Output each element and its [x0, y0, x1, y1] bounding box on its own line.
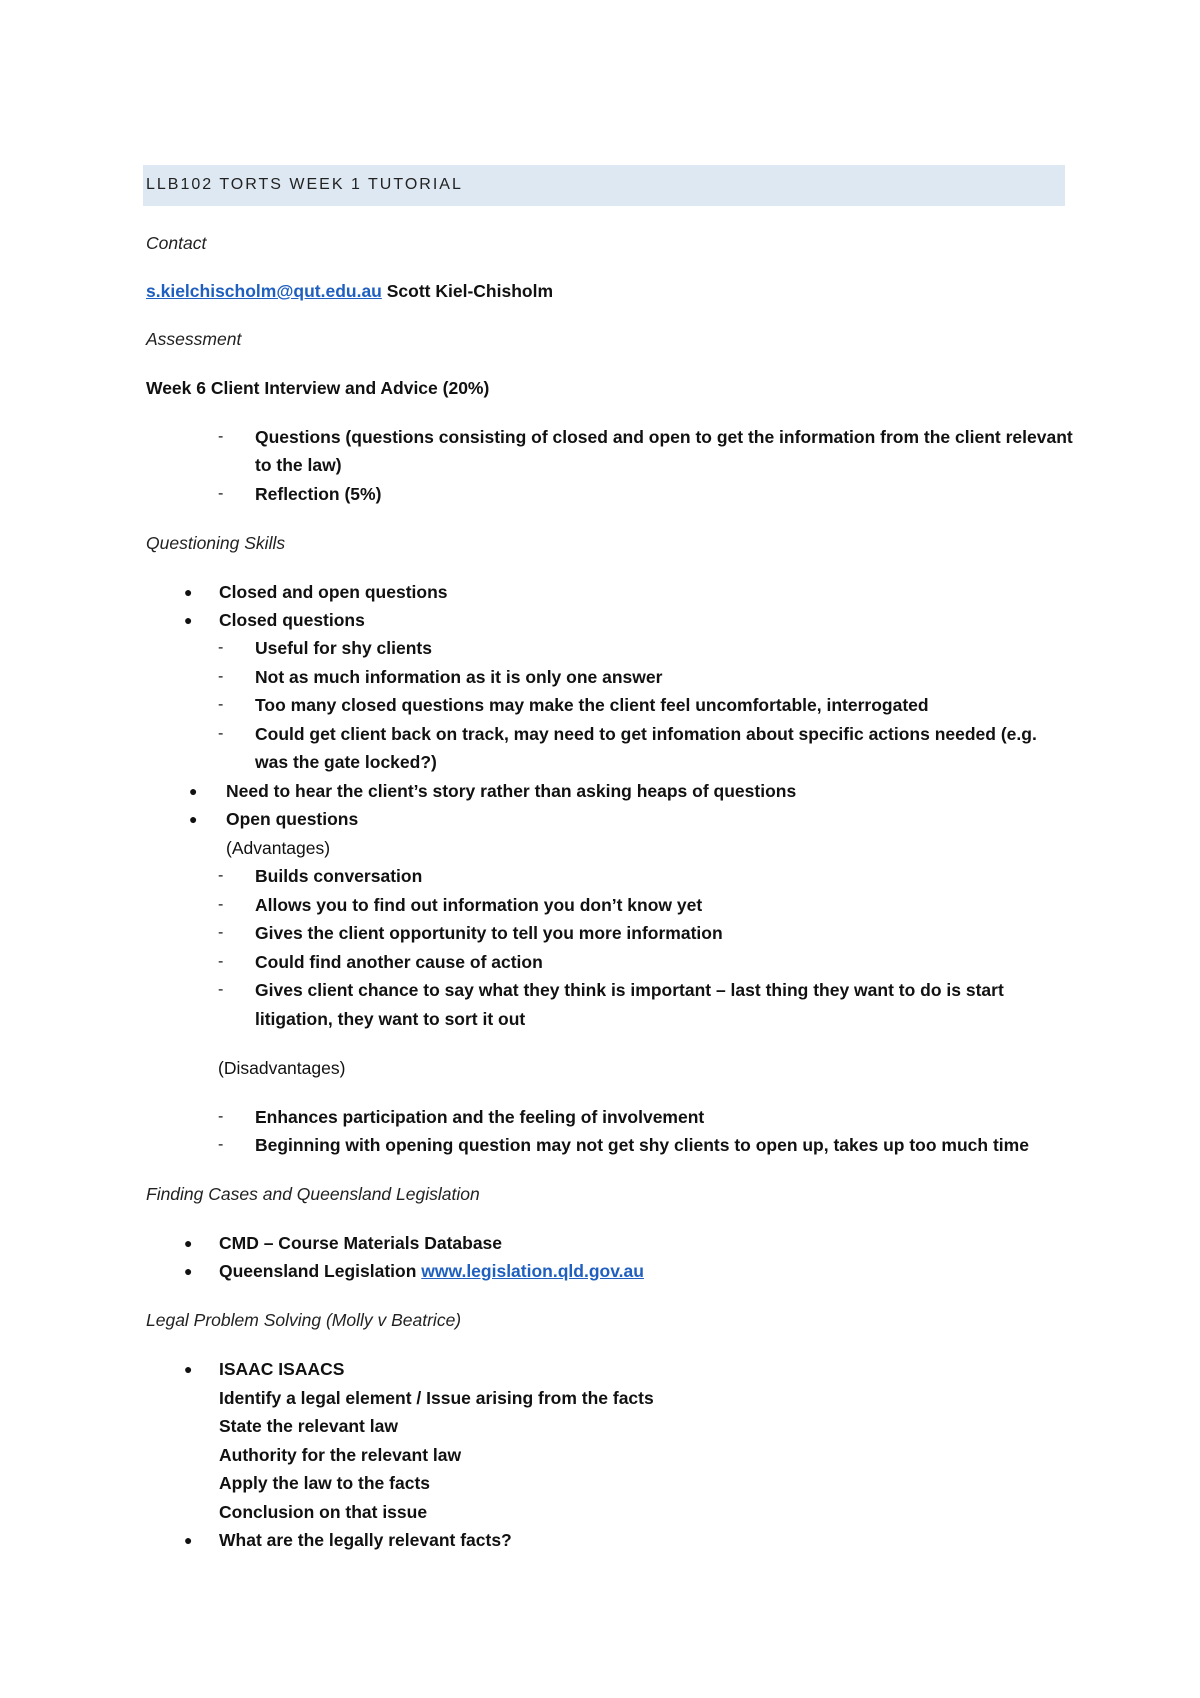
advantage-point: Builds conversation — [255, 866, 423, 886]
closed-point: Not as much information as it is only one answer — [255, 667, 663, 687]
dash-marker: - — [218, 1136, 224, 1153]
dash-marker: - — [218, 639, 224, 656]
bullet-dot: ● — [184, 1263, 193, 1279]
isaac-step: Conclusion on that issue — [219, 1502, 428, 1522]
finding-heading: Finding Cases and Queensland Legislation — [146, 1184, 480, 1204]
dash-marker: - — [218, 428, 224, 445]
questioning-heading: Questioning Skills — [146, 533, 286, 553]
document-title: LLB102 TORTS WEEK 1 TUTORIAL — [146, 176, 463, 193]
bullet-item: Closed questions — [219, 610, 365, 630]
dash-marker: - — [218, 953, 224, 970]
dash-marker: - — [218, 924, 224, 941]
contact-heading: Contact — [146, 233, 207, 253]
bullet-item — [219, 1260, 644, 1282]
closed-point: Could get client back on track, may need to get infomation about specific actions needed (e.g. — [255, 724, 1037, 744]
isaac-step: State the relevant law — [219, 1416, 398, 1436]
dash-marker: - — [218, 1108, 224, 1125]
advantage-point: Could find another cause of action — [255, 952, 543, 972]
bullet-dot: ● — [189, 811, 198, 827]
bullet-dot: ● — [184, 1532, 193, 1548]
dash-marker: - — [218, 867, 224, 884]
bullet-dot: ● — [184, 612, 193, 628]
disadvantage-point: Beginning with opening question may not get shy clients to open up, takes up too much time — [255, 1135, 1029, 1155]
legislation-label: Queensland Legislation — [219, 1261, 422, 1281]
isaac-step: Identify a legal element / Issue arising from the facts — [219, 1388, 654, 1408]
bullet-item: Open questions — [226, 809, 359, 829]
contact-name: Scott Kiel-Chisholm — [386, 281, 554, 301]
bullet-dot: ● — [189, 783, 198, 799]
closed-point: was the gate locked?) — [255, 752, 437, 772]
advantages-label: (Advantages) — [226, 838, 331, 858]
dash-marker: - — [218, 668, 224, 685]
isaac-step: Apply the law to the facts — [219, 1473, 430, 1493]
advantage-point: Gives client chance to say what they think is important – last thing they want to do is start — [255, 980, 1004, 1000]
advantage-point: Gives the client opportunity to tell you more information — [255, 923, 723, 943]
dash-marker: - — [218, 485, 224, 502]
disadvantages-label: (Disadvantages) — [218, 1058, 346, 1078]
dash-marker: - — [218, 725, 224, 742]
bullet-dot: ● — [184, 1361, 193, 1377]
contact-line — [146, 280, 553, 302]
assessment-sub: Reflection (5%) — [255, 484, 382, 504]
dash-marker: - — [218, 896, 224, 913]
bullet-item: CMD – Course Materials Database — [219, 1233, 503, 1253]
closed-point: Useful for shy clients — [255, 638, 432, 658]
legislation-link[interactable]: www.legislation.qld.gov.au — [421, 1261, 644, 1281]
email-link[interactable]: s.kielchischolm@qut.edu.au — [146, 281, 382, 301]
assessment-sub: to the law) — [255, 455, 342, 475]
advantage-point: litigation, they want to sort it out — [255, 1009, 526, 1029]
bullet-item: What are the legally relevant facts? — [219, 1530, 512, 1550]
disadvantage-point: Enhances participation and the feeling of involvement — [255, 1107, 705, 1127]
advantage-point: Allows you to find out information you don’t know yet — [255, 895, 703, 915]
assessment-item: Week 6 Client Interview and Advice (20%) — [146, 378, 490, 398]
dash-marker: - — [218, 696, 224, 713]
bullet-item: ISAAC ISAACS — [219, 1359, 345, 1379]
legal-heading: Legal Problem Solving (Molly v Beatrice) — [146, 1310, 462, 1330]
bullet-dot: ● — [184, 1235, 193, 1251]
dash-marker: - — [218, 981, 224, 998]
closed-point: Too many closed questions may make the client feel uncomfortable, interrogated — [255, 695, 929, 715]
assessment-sub: Questions (questions consisting of closed and open to get the information from the client relevant — [255, 427, 1073, 447]
isaac-step: Authority for the relevant law — [219, 1445, 462, 1465]
assessment-heading: Assessment — [146, 329, 242, 349]
bullet-item: Need to hear the client’s story rather than asking heaps of questions — [226, 781, 797, 801]
bullet-dot: ● — [184, 584, 193, 600]
bullet-item: Closed and open questions — [219, 582, 448, 602]
